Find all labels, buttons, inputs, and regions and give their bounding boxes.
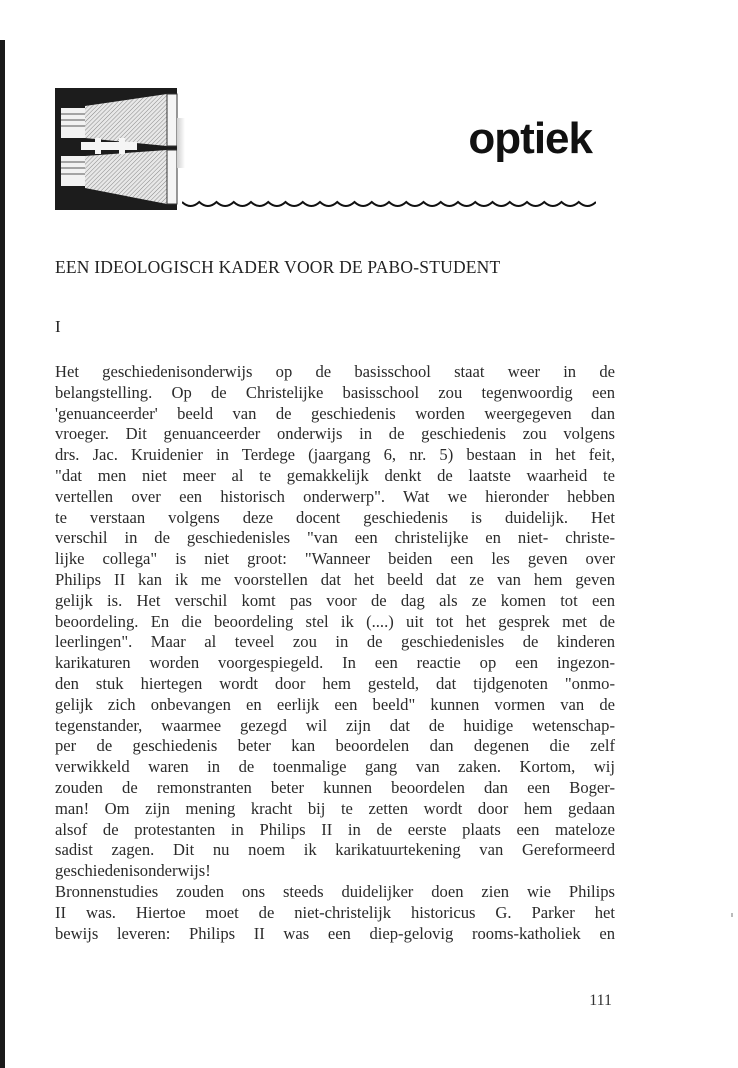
body-line: beoordeling. En die beoordeling stel ik (....) uit tot het gesprek met de <box>55 611 615 631</box>
body-line: drs. Jac. Kruidenier in Terdege (jaargang 6, nr. 5) bestaan in het feit, <box>55 445 615 465</box>
body-line: verwikkeld waren in de toenmalige gang van zaken. Kortom, wij <box>55 757 615 777</box>
body-line: Bronnenstudies zouden ons steeds duidelijker doen zien wie Philips <box>55 881 615 901</box>
body-line: 'genuanceerder' beeld van de geschiedenis worden weergegeven dan <box>55 403 615 423</box>
body-line: bewijs leveren: Philips II was een diep-gelovig rooms-katholiek en <box>55 923 615 943</box>
body-line: zouden de remonstranten beter kunnen beoordelen dan een Boger- <box>55 777 615 797</box>
body-line: alsof de protestanten in Philips II in de eerste plaats een mateloze <box>55 819 615 839</box>
body-line: geschiedenisonderwijs! <box>55 861 211 881</box>
section-numeral: I <box>55 317 61 336</box>
body-line: vroeger. Dit genuanceerder onderwijs in de geschiedenis zou volgens <box>55 424 615 444</box>
rubric-title: optiek <box>468 114 592 163</box>
page-binding-edge <box>0 0 5 1068</box>
body-line: gelijk is. Het verschil komt pas voor de dag als ze komen tot een <box>55 590 615 610</box>
body-line: vertellen over een historisch onderwerp". Wat we hieronder hebben <box>55 486 615 506</box>
body-line: Philips II kan ik me voorstellen dat het beeld dat ze van hem geven <box>55 569 615 589</box>
body-line: te verstaan volgens deze docent geschiedenis is duidelijk. Het <box>55 507 615 527</box>
body-line: den stuk hiertegen wordt door hem gesteld, dat tijdgenoten "onmo- <box>55 673 615 693</box>
body-line: sadist zagen. Dit nu noem ik karikatuurtekening van Gereformeerd <box>55 840 615 860</box>
wavy-divider <box>182 198 596 212</box>
body-line: man! Om zijn mening kracht bij te zetten wordt door hem gedaan <box>55 798 615 818</box>
article-title: EEN IDEOLOGISCH KADER VOOR DE PABO-STUDENT <box>55 257 501 277</box>
body-line: per de geschiedenis beter kan beoordelen dan degenen die zelf <box>55 736 615 756</box>
body-line: II was. Hiertoe moet de niet-christelijk historicus G. Parker het <box>55 902 615 922</box>
article-body <box>55 362 615 944</box>
body-line: leerlingen". Maar al teveel zou in de geschiedenisles de kinderen <box>55 632 615 652</box>
body-line: belangstelling. Op de Christelijke basisschool zou tegenwoordig een <box>55 382 615 402</box>
body-line: verschil in de geschiedenisles "van een christelijke en niet- christe- <box>55 528 615 548</box>
body-line: karikaturen worden voorgespiegeld. In een reactie op een ingezon- <box>55 653 615 673</box>
body-line: lijke collega" is niet groot: "Wanneer beiden een les geven over <box>55 549 615 569</box>
body-line: gelijk zich onbevangen en eerlijk een beeld" kunnen vormen van de <box>55 694 615 714</box>
page-number: 111 <box>589 992 612 1009</box>
body-line: Het geschiedenisonderwijs op de basisschool staat weer in de <box>55 362 615 381</box>
binoculars-icon <box>55 88 185 210</box>
body-line: "dat men niet meer al te gemakkelijk denkt de laatste waarheid te <box>55 465 615 485</box>
body-line: tegenstander, waarmee gezegd wil zijn dat de huidige wetenschap- <box>55 715 615 735</box>
margin-mark <box>731 913 733 917</box>
